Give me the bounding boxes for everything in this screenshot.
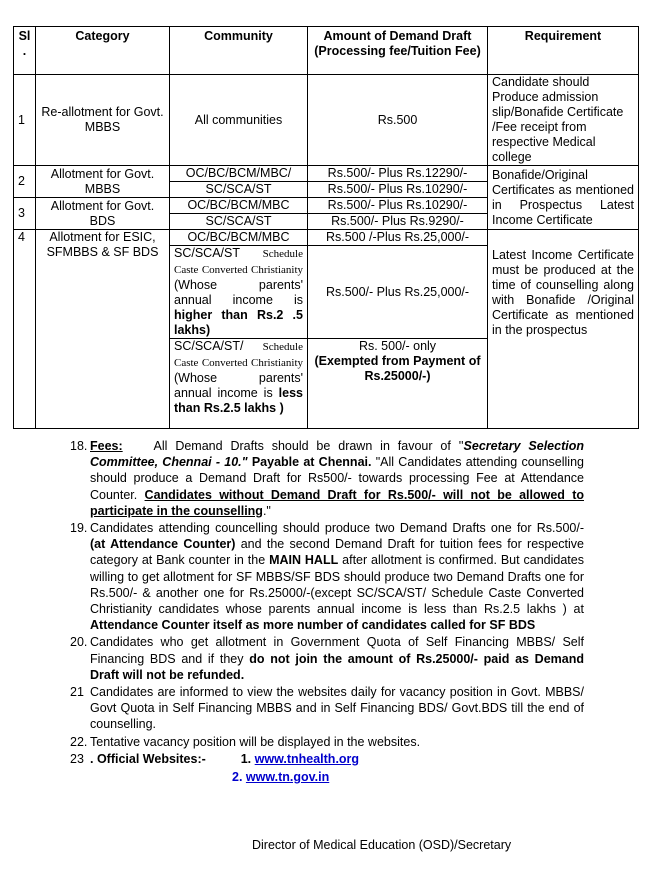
note-22-t1: Tentative vacancy position will be displayed in the websites. bbox=[90, 734, 421, 749]
website-2-link[interactable]: www.tn.gov.in bbox=[245, 770, 330, 785]
note-19-num: 19. bbox=[70, 521, 88, 536]
header-category: Category bbox=[36, 27, 170, 75]
note-18-t2: "All Candidates attending counselling should produce a Demand Draft for Rs500/- towards processing Fee at Attendance Counter. bbox=[90, 455, 584, 502]
note-20-t1: Candidates who get allotment in Government Quota of Self Financing MBBS/ Self Financing BDS and if they bbox=[90, 635, 584, 666]
header-requirement: Requirement bbox=[488, 27, 639, 75]
header-sl: Sl . bbox=[14, 27, 36, 75]
note-20-num: 20. bbox=[70, 635, 88, 650]
fee-table bbox=[13, 26, 639, 429]
row4-community-a: OC/BC/BCM/MBC bbox=[170, 230, 308, 246]
row4-amount-c-text: Rs. 500/- only bbox=[358, 339, 437, 353]
website-1-num: 1. bbox=[240, 751, 252, 766]
row1-amount: Rs.500 bbox=[308, 75, 488, 166]
note-19-b2: MAIN HALL bbox=[269, 553, 339, 568]
notes-list bbox=[70, 438, 585, 786]
note-21 bbox=[70, 684, 584, 733]
note-18-t3: ." bbox=[262, 503, 271, 518]
row2-category: Allotment for Govt. MBBS bbox=[36, 166, 170, 198]
req-2-3: Bonafide/Original Certificates as mentioned in Prospectus Latest Income Certificate bbox=[488, 166, 639, 230]
row4-amount-b: Rs.500/- Plus Rs.25,000/- bbox=[308, 246, 488, 339]
table-row-4a bbox=[14, 230, 639, 246]
note-18-b1: Secretary Selection Committee, Chennai - 10." bbox=[90, 439, 584, 470]
row4-amount-c-bold: (Exempted from Payment of Rs.25000/-) bbox=[314, 354, 481, 383]
row3-amount-a: Rs.500/- Plus Rs.10290/- bbox=[308, 198, 488, 214]
row4-community-b-bold: higher than Rs.2 .5 lakhs) bbox=[174, 308, 303, 337]
row4-amount-c bbox=[308, 339, 488, 429]
row4-community-c bbox=[170, 339, 308, 429]
note-18 bbox=[70, 438, 584, 519]
row1-community: All communities bbox=[170, 75, 308, 166]
note-18-t1: All Demand Drafts should be drawn in favour of '' bbox=[153, 439, 464, 453]
note-23-label: . Official Websites:- bbox=[90, 751, 206, 766]
row4-community-b-serif: Schedule Caste Converted Christianity bbox=[174, 248, 303, 276]
table-header-row bbox=[14, 27, 639, 75]
website-1-link[interactable]: www.tnhealth.org bbox=[254, 751, 360, 766]
note-20 bbox=[70, 634, 585, 683]
row2-amount-a: Rs.500/- Plus Rs.12290/- bbox=[308, 166, 488, 182]
note-19-b3: Attendance Counter itself as more number of candidates called for SF BDS bbox=[90, 618, 536, 633]
header-amount: Amount of Demand Draft (Processing fee/Tuition Fee) bbox=[308, 27, 488, 75]
row4-amount-a: Rs.500 /-Plus Rs.25,000/- bbox=[308, 230, 488, 246]
row1-requirement: Candidate should Produce admission slip/Bonafide Certificate /Fee receipt from respective Medical college bbox=[488, 75, 639, 166]
note-19-t2: and the second Demand Draft for tuition fees for respective category at Bank counter in the bbox=[90, 537, 585, 568]
note-18-num: 18. bbox=[70, 439, 88, 453]
row4-community-c-prefix: SC/SCA/ST/ bbox=[174, 339, 244, 353]
row4-community-b-prefix: SC/SCA/ST bbox=[174, 246, 240, 260]
row1-sl: 1 bbox=[14, 75, 36, 166]
note-19 bbox=[70, 520, 585, 633]
row2-community-b: SC/SCA/ST bbox=[170, 182, 308, 198]
row4-community-c-bold: less than Rs.2.5 lakhs ) bbox=[174, 386, 303, 415]
note-23-num: 23 bbox=[70, 751, 84, 766]
row2-sl: 2 bbox=[14, 166, 36, 198]
row1-category: Re-allotment for Govt. MBBS bbox=[36, 75, 170, 166]
table-row-2a bbox=[14, 166, 639, 182]
row3-category: Allotment for Govt. BDS bbox=[36, 198, 170, 230]
row4-community-c-text: (Whose parents' annual income is bbox=[174, 371, 303, 400]
note-18-label: Fees: bbox=[90, 439, 123, 453]
row3-sl: 3 bbox=[14, 198, 36, 230]
note-19-t1: Candidates attending councelling should produce two Demand Drafts one for Rs.500/- bbox=[90, 521, 584, 536]
row4-community-c-serif: Schedule Caste Converted Christianity bbox=[174, 341, 303, 369]
row4-sl: 4 bbox=[14, 230, 36, 429]
row4-category: Allotment for ESIC, SFMBBS & SF BDS bbox=[36, 230, 170, 429]
row2-community-a: OC/BC/BCM/MBC/ bbox=[170, 166, 308, 182]
signature-footer: Director of Medical Education (OSD)/Secretary bbox=[252, 838, 512, 852]
website-2-num: 2. bbox=[232, 770, 243, 785]
note-22-num: 22. bbox=[70, 734, 88, 749]
note-18-u1: Candidates without Demand Draft for Rs.500/- will not be allowed to participate in the counselling bbox=[90, 487, 584, 518]
row3-amount-b: Rs.500/- Plus Rs.9290/- bbox=[308, 214, 488, 230]
note-20-b1: do not join the amount of Rs.25000/- paid as Demand Draft will not be refunded. bbox=[90, 651, 585, 682]
note-21-t1: Candidates are informed to view the websites daily for vacancy position in Govt. MBBS/ Govt Quota in Self Financing MBBS and in Self Financing BDS/ Govt.BDS till the end of counselling. bbox=[90, 685, 584, 732]
note-19-t3: after allotment is confirmed. But candidates willing to get allotment for SF MBBS/SF BDS should produce two Demand Drafts one for Rs.500/- & another one for Rs.25000/-(except SC/SCA/ST/ Schedule Caste Converted Christianity candidates whose parents annual income is less than Rs.2.5 lakhs ) at bbox=[90, 553, 584, 617]
row4-community-b-text: (Whose parents' annual income is bbox=[174, 278, 303, 307]
note-22 bbox=[70, 734, 584, 750]
note-18-b2: Payable at Chennai. bbox=[251, 455, 372, 470]
note-21-num: 21 bbox=[70, 685, 84, 700]
row4-community-b bbox=[170, 246, 308, 339]
note-23 bbox=[70, 751, 584, 785]
row4-requirement: Latest Income Certificate must be produced at the time of counselling along with Bonafide /Original Certificate as mentioned in the prospectus bbox=[488, 230, 639, 429]
row3-community-a: OC/BC/BCM/MBC bbox=[170, 198, 308, 214]
row3-community-b: SC/SCA/ST bbox=[170, 214, 308, 230]
header-community: Community bbox=[170, 27, 308, 75]
row2-amount-b: Rs.500/- Plus Rs.10290/- bbox=[308, 182, 488, 198]
table-row-1 bbox=[14, 75, 639, 166]
note-19-b1: (at Attendance Counter) bbox=[90, 537, 236, 552]
